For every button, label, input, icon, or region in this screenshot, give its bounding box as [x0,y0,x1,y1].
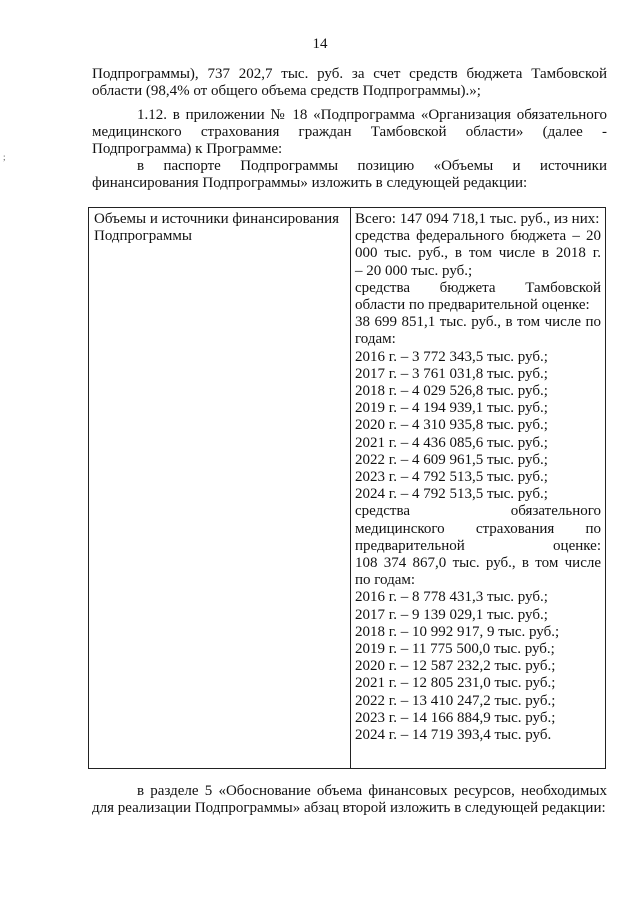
regional-year-line: 2016 г. – 3 772 343,5 тыс. руб.; [355,348,548,365]
regional-year-line: 2022 г. – 4 609 961,5 тыс. руб.; [355,451,548,468]
oms-year-line: 2017 г. – 9 139 029,1 тыс. руб.; [355,606,548,623]
oms-heading-line-3: предварительной оценке: [355,537,601,554]
regional-year-line: 2017 г. – 3 761 031,8 тыс. руб.; [355,365,548,382]
federal-budget-continued: – 20 000 тыс. руб.; [355,262,473,279]
oms-year-list [355,589,601,744]
oms-year-line: 2022 г. – 13 410 247,2 тыс. руб.; [355,692,556,709]
regional-year-line: 2019 г. – 4 194 939,1 тыс. руб.; [355,400,548,417]
table-left-cell: Объемы и источники финансирования Подпрограммы [94,211,340,244]
oms-year-line: 2018 г. – 10 992 917, 9 тыс. руб.; [355,623,560,640]
oms-year-line: 2023 г. – 14 166 884,9 тыс. руб.; [355,709,556,726]
regional-budget-heading: средства бюджета Тамбовской области по предварительной оценке: [355,279,601,314]
oms-year-line: 2020 г. – 12 587 232,2 тыс. руб.; [355,658,556,675]
page-number: 14 [312,36,328,52]
federal-budget-text: средства федерального бюджета – 20 000 тыс. руб., в том числе в 2018 г. [355,228,601,262]
intro-paragraph: Подпрограммы), 737 202,7 тыс. руб. за счет средств бюджета Тамбовской области (98,4% от общего объема средств Подпрограммы).»; [92,66,607,99]
section-5-paragraph: в разделе 5 «Обоснование объема финансовых ресурсов, необходимых для реализации Подпрограммы» абзац второй изложить в следующей редакции: [92,783,607,816]
total-amount-text: Всего: 147 094 718,1 тыс. руб., из них: [355,211,600,227]
oms-year-line: 2019 г. – 11 775 500,0 тыс. руб.; [355,641,555,658]
item-1-12-paragraph: 1.12. в приложении № 18 «Подпрограмма «Организация обязательного медицинского страхования граждан Тамбовской области» (далее - Подпрограмма) к Программе: [92,107,607,157]
oms-year-line: 2024 г. – 14 719 393,4 тыс. руб. [355,727,552,744]
regional-year-line: 2020 г. – 4 310 935,8 тыс. руб.; [355,417,548,434]
oms-heading-line-2: медицинского страхования по [355,520,601,537]
oms-year-line: 2016 г. – 8 778 431,3 тыс. руб.; [355,589,548,606]
regional-budget-total: 38 699 851,1 тыс. руб., в том числе по годам: [355,314,601,348]
table-column-divider [350,208,351,768]
oms-year-line: 2021 г. – 12 805 231,0 тыс. руб.; [355,675,556,692]
regional-year-line: 2018 г. – 4 029 526,8 тыс. руб.; [355,383,548,400]
regional-year-line: 2023 г. – 4 792 513,5 тыс. руб.; [355,469,548,486]
regional-year-list [355,349,601,504]
passport-instruction-paragraph: в паспорте Подпрограммы позицию «Объемы и источники финансирования Подпрограммы» изложить в следующей редакции: [92,158,607,191]
oms-heading-line-1: средства обязательного [355,503,601,520]
regional-year-line: 2021 г. – 4 436 085,6 тыс. руб.; [355,434,548,451]
table-right-cell [355,211,601,744]
oms-total: 108 374 867,0 тыс. руб., в том числе по годам: [355,555,601,589]
edge-mark: ; [3,152,6,162]
regional-year-line: 2024 г. – 4 792 513,5 тыс. руб.; [355,486,548,503]
financing-table [88,207,606,769]
